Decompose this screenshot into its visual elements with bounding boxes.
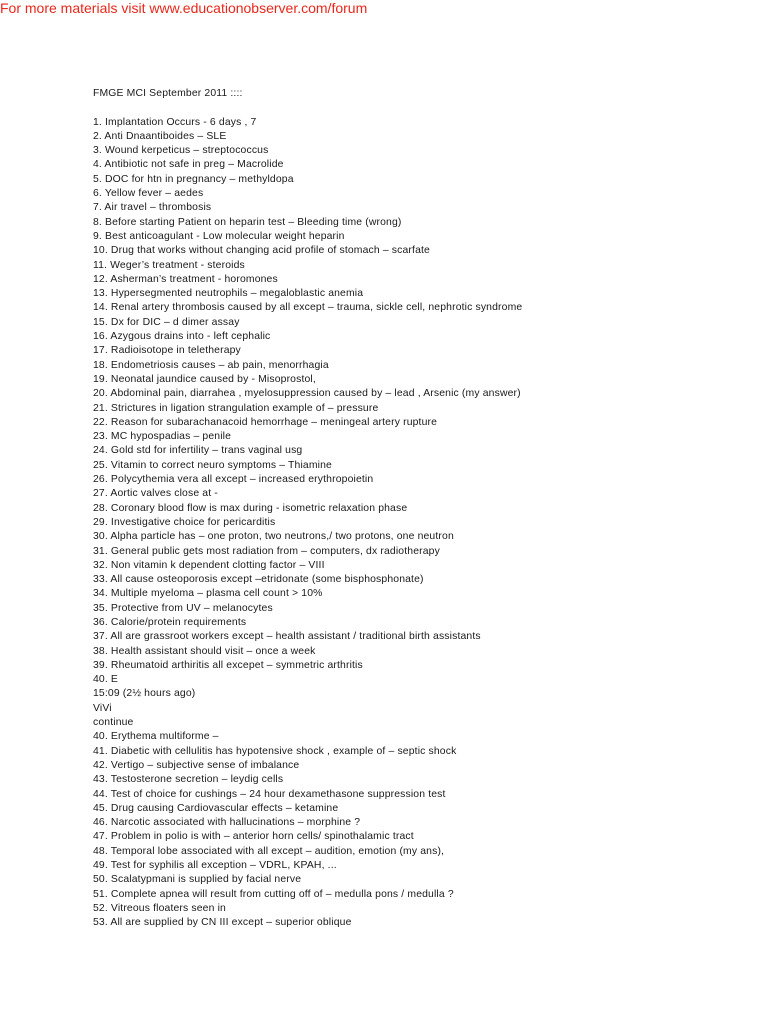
list-item: 36. Calorie/protein requirements: [93, 616, 247, 628]
list-item: 12. Asherman’s treatment - horomones: [93, 273, 278, 285]
list-item: 49. Test for syphilis all exception – VDRL, KPAH, ...: [93, 860, 337, 872]
list-item: 29. Investigative choice for pericarditis: [93, 516, 276, 528]
list-item: 32. Non vitamin k dependent clotting factor – VIII: [93, 559, 325, 571]
list-item: 14. Renal artery thrombosis caused by all except – trauma, sickle cell, nephrotic syndrome: [93, 302, 523, 314]
list-item: 42. Vertigo – subjective sense of imbalance: [93, 759, 300, 771]
list-item: continue: [93, 717, 134, 729]
document-body: [93, 87, 753, 931]
list-item: 28. Coronary blood flow is max during - isometric relaxation phase: [93, 502, 408, 514]
list-item: 23. MC hypospadias – penile: [93, 431, 232, 443]
list-item: 40. E: [93, 674, 119, 686]
list-item: 37. All are grassroot workers except – health assistant / traditional birth assistants: [93, 631, 481, 643]
list-item: 53. All are supplied by CN III except – superior oblique: [93, 917, 352, 929]
list-item: 26. Polycythemia vera all except – increased erythropoietin: [93, 474, 374, 486]
list-item: 39. Rheumatoid arthiritis all excepet – symmetric arthritis: [93, 659, 363, 671]
list-item: 48. Temporal lobe associated with all except – audition, emotion (my ans),: [93, 845, 445, 857]
list-item: ViVi: [93, 702, 112, 714]
list-item: 13. Hypersegmented neutrophils – megaloblastic anemia: [93, 288, 364, 300]
list-item: 43. Testosterone secretion – leydig cells: [93, 774, 284, 786]
list-item: 41. Diabetic with cellulitis has hypotensive shock , example of – septic shock: [93, 745, 457, 757]
list-item: 3. Wound kerpeticus – streptococcus: [93, 145, 269, 157]
list-item: 20. Abdominal pain, diarrahea , myelosuppression caused by – lead , Arsenic (my answer): [93, 388, 521, 400]
list-item: 2. Anti Dnaantiboides – SLE: [93, 130, 227, 142]
list-item: 50. Scalatypmani is supplied by facial nerve: [93, 874, 302, 886]
list-item: 22. Reason for subarachanacoid hemorrhage – meningeal artery rupture: [93, 416, 438, 428]
list-item: 19. Neonatal jaundice caused by - Misoprostol,: [93, 373, 316, 385]
list-item: 30. Alpha particle has – one proton, two neutrons,/ two protons, one neutron: [93, 531, 454, 543]
list-item: 10. Drug that works without changing acid profile of stomach – scarfate: [93, 245, 430, 257]
list-item: 38. Health assistant should visit – once a week: [93, 645, 316, 657]
list-item: 46. Narcotic associated with hallucinations – morphine ?: [93, 817, 361, 829]
list-item: 27. Aortic valves close at -: [93, 488, 218, 500]
list-item: 21. Strictures in ligation strangulation example of – pressure: [93, 402, 379, 414]
list-item: 18. Endometriosis causes – ab pain, menorrhagia: [93, 359, 329, 371]
list-item: 52. Vitreous floaters seen in: [93, 902, 226, 914]
list-item: 11. Weger’s treatment - steroids: [93, 259, 245, 271]
list-item: 51. Complete apnea will result from cutting off of – medulla pons / medulla ?: [93, 888, 454, 900]
document-title: FMGE MCI September 2011 ::::: [93, 88, 243, 99]
list-item: 8. Before starting Patient on heparin test – Bleeding time (wrong): [93, 216, 402, 228]
list-item: 5. DOC for htn in pregnancy – methyldopa: [93, 173, 294, 185]
list-item: 4. Antibiotic not safe in preg – Macrolide: [93, 159, 284, 171]
list-item: 7. Air travel – thrombosis: [93, 202, 212, 214]
list-item: 24. Gold std for infertility – trans vaginal usg: [93, 445, 303, 457]
question-list: [93, 116, 753, 931]
list-item: 40. Erythema multiforme –: [93, 731, 219, 743]
list-item: 44. Test of choice for cushings – 24 hour dexamethasone suppression test: [93, 788, 446, 800]
list-item: 33. All cause osteoporosis except –etridonate (some bisphosphonate): [93, 574, 424, 586]
watermark-banner: For more materials visit www.educationobserver.com/forum: [0, 0, 368, 16]
list-item: 25. Vitamin to correct neuro symptoms – Thiamine: [93, 459, 332, 471]
list-item: 15:09 (2½ hours ago): [93, 688, 196, 700]
list-item: 45. Drug causing Cardiovascular effects – ketamine: [93, 802, 339, 814]
list-item: 47. Problem in polio is with – anterior horn cells/ spinothalamic tract: [93, 831, 414, 843]
list-item: 9. Best anticoagulant - Low molecular weight heparin: [93, 230, 345, 242]
list-item: 17. Radioisotope in teletherapy: [93, 345, 241, 357]
list-item: 6. Yellow fever – aedes: [93, 188, 204, 200]
list-item: 16. Azygous drains into - left cephalic: [93, 331, 271, 343]
list-item: 15. Dx for DIC – d dimer assay: [93, 316, 240, 328]
list-item: 31. General public gets most radiation from – computers, dx radiotherapy: [93, 545, 440, 557]
list-item: 35. Protective from UV – melanocytes: [93, 602, 273, 614]
list-item: 1. Implantation Occurs - 6 days , 7: [93, 116, 257, 128]
list-item: 34. Multiple myeloma – plasma cell count > 10%: [93, 588, 323, 600]
